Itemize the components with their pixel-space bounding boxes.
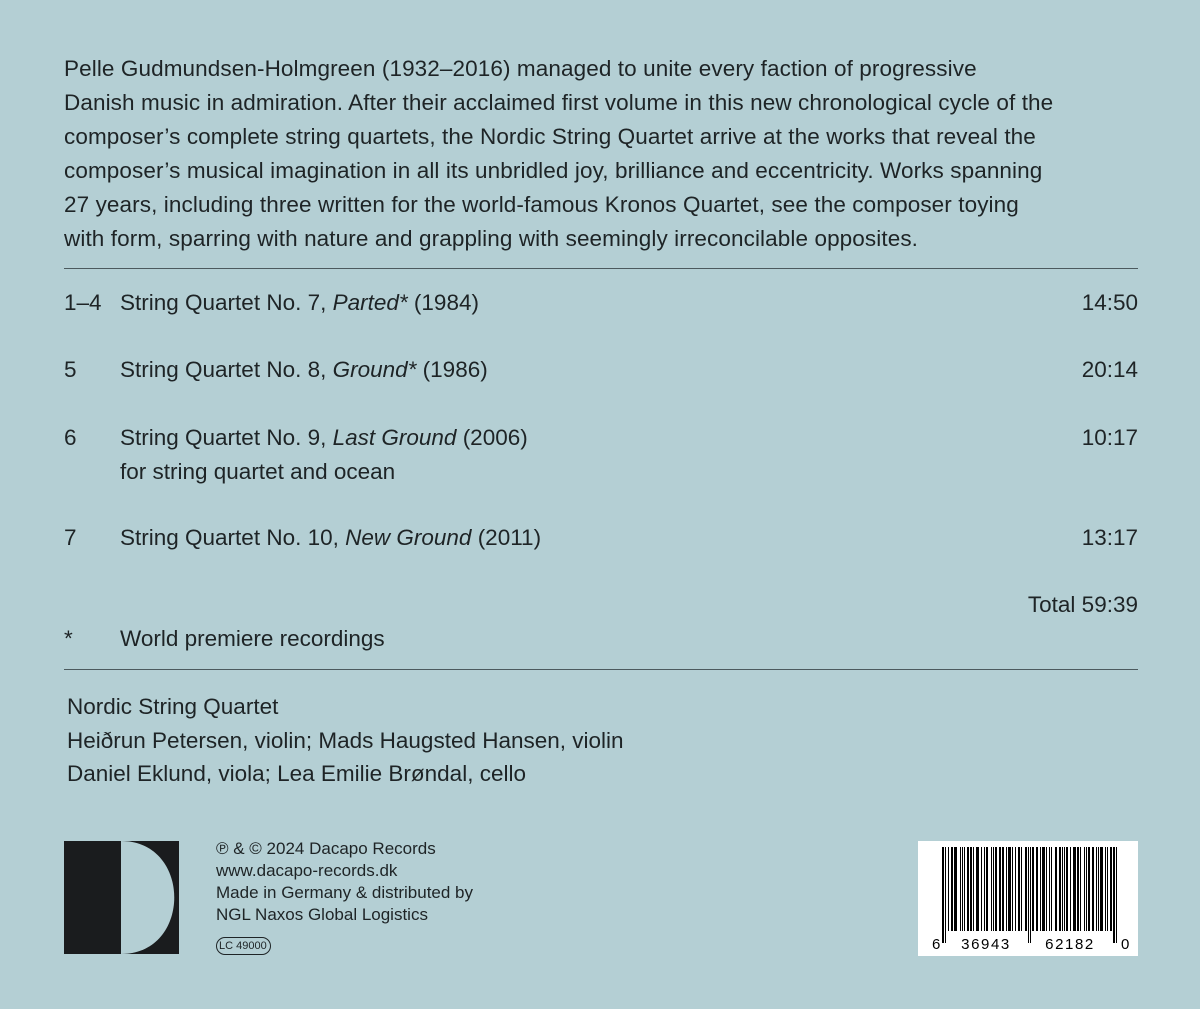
- barcode-bar: [1012, 847, 1013, 931]
- label-code-prefix: LC: [219, 940, 234, 952]
- barcode-bar: [1006, 847, 1007, 931]
- barcode-bar: [967, 847, 969, 931]
- barcode-bar: [962, 847, 963, 931]
- track-number: 7: [64, 525, 77, 550]
- intro-line: 27 years, including three written for the world-famous Kronos Quartet, see the composer toying: [64, 192, 1019, 217]
- barcode-bar: [1088, 847, 1090, 931]
- track-number: 6: [64, 425, 77, 450]
- barcode-bar: [945, 847, 946, 943]
- intro-text: [64, 52, 1154, 256]
- barcode-bars: [918, 841, 1138, 956]
- barcode-bar: [1113, 847, 1115, 943]
- barcode-bar: [991, 847, 992, 931]
- barcode-bar: [1073, 847, 1076, 931]
- barcode-bar: [981, 847, 982, 931]
- intro-line: Pelle Gudmundsen-Holmgreen (1932–2016) managed to unite every faction of progressive: [64, 56, 977, 81]
- track-number: 5: [64, 357, 77, 382]
- barcode-bar: [1070, 847, 1071, 931]
- performer-line: Heiðrun Petersen, violin; Mads Haugsted Hansen, violin: [67, 727, 624, 753]
- barcode-bar: [1008, 847, 1011, 931]
- barcode-digit: 36943: [961, 936, 1011, 953]
- barcode-bar: [942, 847, 944, 943]
- divider: [64, 669, 1138, 670]
- work-title: Parted*: [332, 290, 408, 315]
- barcode-bar: [1077, 847, 1079, 931]
- barcode-bar: [986, 847, 988, 931]
- label-code-box: [216, 937, 271, 955]
- barcode-bar: [976, 847, 979, 931]
- performer-line: Daniel Eklund, viola; Lea Emilie Brøndal, cello: [67, 761, 526, 786]
- barcode-bar: [984, 847, 985, 931]
- barcode-bar: [1080, 847, 1081, 931]
- track-duration: 10:17: [1081, 425, 1138, 450]
- barcode-bar: [954, 847, 957, 931]
- barcode-bar: [1064, 847, 1065, 931]
- track-duration: 20:14: [1081, 357, 1138, 382]
- barcode-bar: [1086, 847, 1087, 931]
- barcode-bar: [999, 847, 1001, 931]
- barcode-bar: [1032, 847, 1034, 931]
- barcode-bar: [948, 847, 949, 931]
- barcode-bar: [1049, 847, 1050, 931]
- barcode-bar: [1107, 847, 1108, 931]
- footnote-mark: *: [64, 626, 73, 651]
- barcode-bar: [1092, 847, 1094, 931]
- barcode-bar: [995, 847, 997, 931]
- barcode-digit: 0: [1121, 936, 1130, 953]
- label-code-number: 49000: [236, 940, 267, 952]
- barcode-bar: [1098, 847, 1099, 931]
- barcode-bar: [1110, 847, 1112, 931]
- barcode-bar: [1018, 847, 1020, 931]
- barcode-bar: [1042, 847, 1045, 931]
- barcode-bar: [1059, 847, 1061, 931]
- label-credits: [216, 838, 616, 926]
- copyright-line: ℗ & © 2024 Dacapo Records: [216, 839, 436, 858]
- barcode: [918, 841, 1138, 956]
- barcode-bar: [1030, 847, 1031, 943]
- divider: [64, 268, 1138, 269]
- barcode-bar: [1028, 847, 1029, 943]
- barcode-bar: [1062, 847, 1063, 931]
- work-title: New Ground: [345, 525, 472, 550]
- label-code: [216, 936, 271, 956]
- intro-line: Danish music in admiration. After their acclaimed first volume in this new chronological cycle of the: [64, 90, 1054, 115]
- barcode-bar: [1116, 847, 1117, 943]
- barcode-digit: 6: [932, 936, 941, 953]
- track-title: String Quartet No. 9, Last Ground (2006): [120, 425, 528, 450]
- work-title: Last Ground: [332, 425, 457, 450]
- track-title: String Quartet No. 10, New Ground (2011): [120, 525, 542, 550]
- barcode-bar: [1025, 847, 1027, 931]
- barcode-bar: [1021, 847, 1022, 931]
- barcode-bar: [1051, 847, 1052, 931]
- barcode-bar: [1036, 847, 1038, 931]
- track-number: 1–4: [64, 290, 102, 315]
- distributor-line: NGL Naxos Global Logistics: [216, 905, 428, 924]
- performers: [67, 690, 867, 791]
- website-line: www.dacapo-records.dk: [216, 861, 398, 880]
- barcode-bar: [964, 847, 965, 931]
- barcode-bar: [960, 847, 961, 931]
- barcode-bar: [1002, 847, 1004, 931]
- barcode-bar: [1105, 847, 1106, 931]
- track-title: String Quartet No. 7, Parted* (1984): [120, 290, 479, 315]
- barcode-bar: [1015, 847, 1016, 931]
- barcode-bar: [1084, 847, 1085, 931]
- track-duration: 14:50: [1081, 290, 1138, 315]
- dacapo-d-logo-icon: [64, 841, 179, 954]
- barcode-bar: [1055, 847, 1057, 931]
- intro-line: composer’s complete string quartets, the Nordic String Quartet arrive at the works that reveal the: [64, 124, 1036, 149]
- barcode-bar: [973, 847, 974, 931]
- manufacture-line: Made in Germany & distributed by: [216, 883, 474, 902]
- track-subtitle: for string quartet and ocean: [120, 459, 396, 484]
- work-title: Ground*: [332, 357, 417, 382]
- barcode-bar: [1040, 847, 1041, 931]
- barcode-digit: 62182: [1045, 936, 1095, 953]
- barcode-bar: [951, 847, 953, 931]
- track-title: String Quartet No. 8, Ground* (1986): [120, 357, 488, 382]
- barcode-bar: [1066, 847, 1068, 931]
- barcode-bar: [970, 847, 972, 931]
- intro-line: composer’s musical imagination in all its unbridled joy, brilliance and eccentricity. Works spanning: [64, 158, 1043, 183]
- intro-line: with form, sparring with nature and grappling with seemingly irreconcilable opposites.: [64, 226, 919, 251]
- barcode-bar: [1046, 847, 1047, 931]
- barcode-bar: [1096, 847, 1097, 931]
- barcode-bar: [993, 847, 994, 931]
- footnote-text: World premiere recordings: [120, 626, 385, 651]
- track-duration: 13:17: [1081, 525, 1138, 550]
- total-duration: Total 59:39: [1027, 592, 1138, 617]
- barcode-bar: [1100, 847, 1103, 931]
- ensemble-name: Nordic String Quartet: [67, 694, 279, 719]
